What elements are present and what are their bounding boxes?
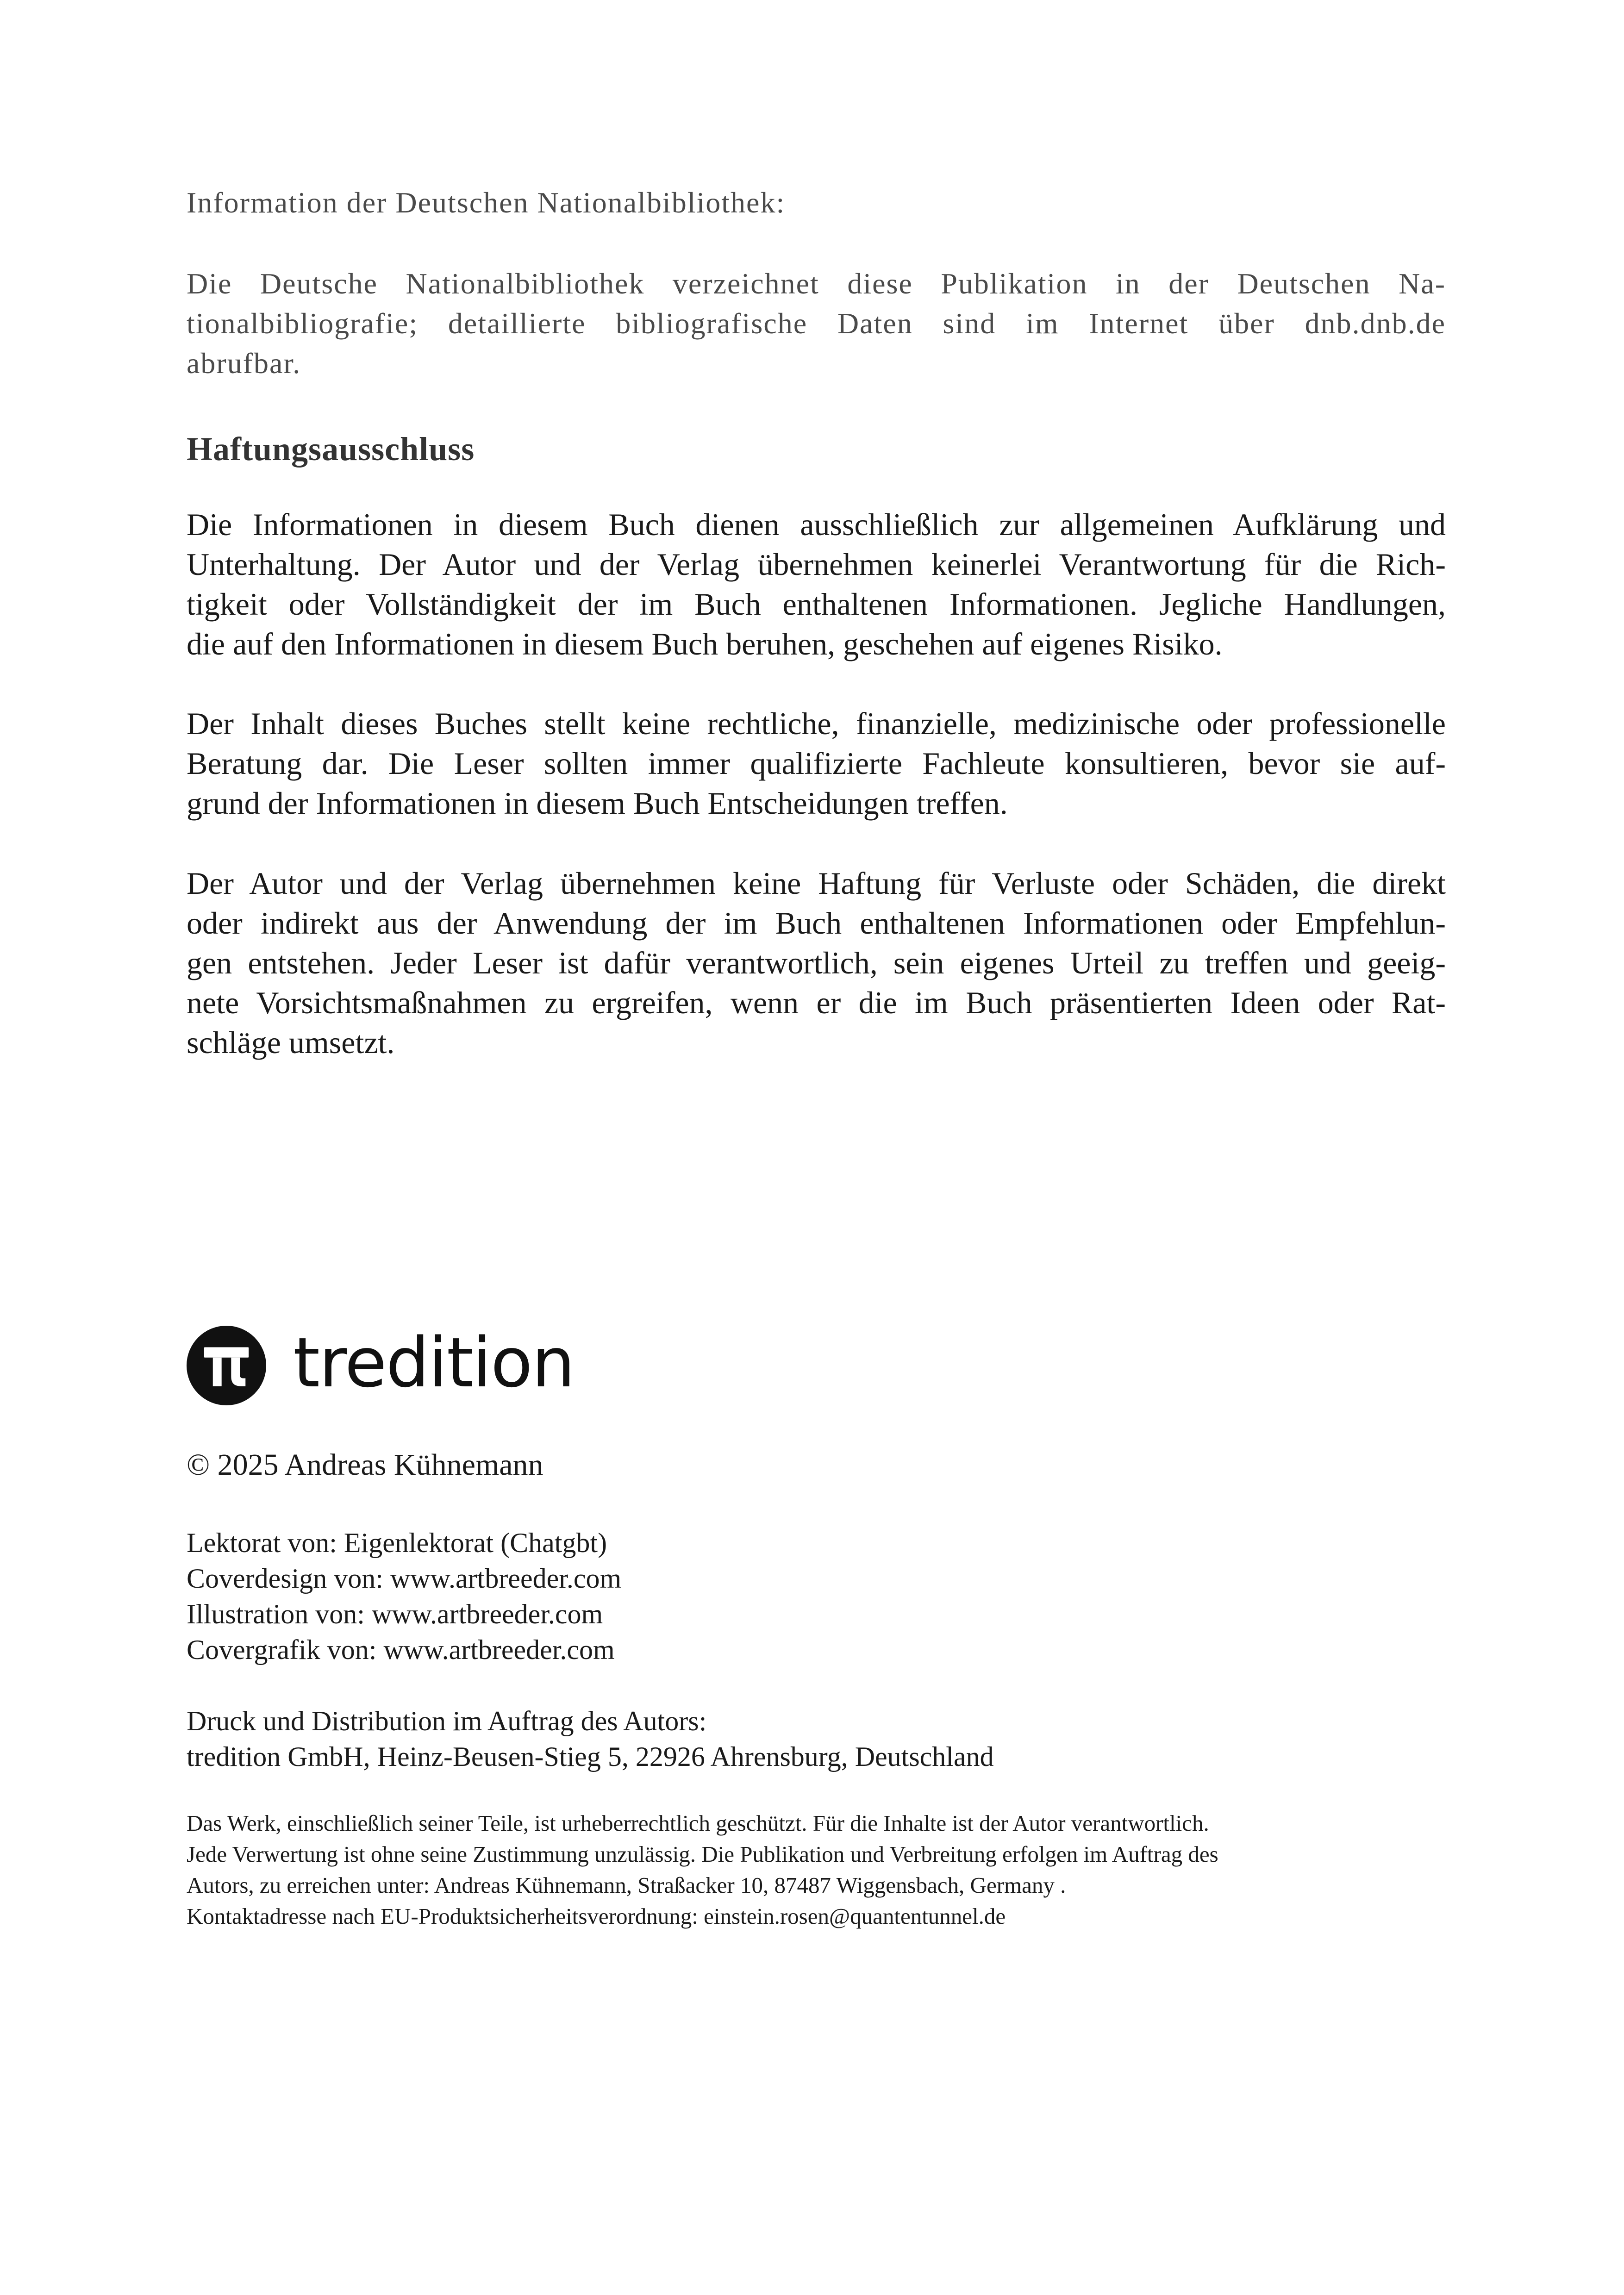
disclaimer-paragraph-2 xyxy=(187,704,1446,823)
legal-line: Autors, zu erreichen unter: Andreas Kühnemann, Straßacker 10, 87487 Wiggensbach, Germany . xyxy=(187,1872,1066,1898)
credit-line: Coverdesign von: www.artbreeder.com xyxy=(187,1563,622,1594)
paragraph-line: oder indirekt aus der Anwendung der im Buch enthaltenen Informationen oder Empfehlun- xyxy=(187,905,1446,941)
dnb-line: tionalbibliografie; detaillierte bibliografische Daten sind im Internet über dnb.dnb.de xyxy=(187,307,1446,340)
credits-list xyxy=(187,1525,1446,1668)
dnb-notice xyxy=(187,264,1446,383)
legal-notice xyxy=(187,1808,1446,1932)
paragraph-line: schläge umsetzt. xyxy=(187,1025,395,1060)
publisher-name: tredition xyxy=(293,1323,575,1403)
paragraph-line: gen entstehen. Jeder Leser ist dafür verantwortlich, sein eigenes Urteil zu treffen und geeig- xyxy=(187,945,1446,980)
paragraph-line: Der Autor und der Verlag übernehmen keine Haftung für Verluste oder Schäden, die direkt xyxy=(187,866,1446,901)
dnb-line: Die Deutsche Nationalbibliothek verzeichnet diese Publikation in der Deutschen Na- xyxy=(187,267,1446,300)
dnb-heading xyxy=(187,183,1446,223)
copyright-text: © 2025 Andreas Kühnemann xyxy=(187,1448,543,1482)
credit-line: Illustration von: www.artbreeder.com xyxy=(187,1599,603,1629)
dnb-line: abrufbar. xyxy=(187,347,301,380)
distribution-line: Druck und Distribution im Auftrag des Autors: xyxy=(187,1706,707,1736)
paragraph-line: grund der Informationen in diesem Buch Entscheidungen treffen. xyxy=(187,786,1008,821)
disclaimer-paragraph-3 xyxy=(187,863,1446,1062)
legal-line: Das Werk, einschließlich seiner Teile, ist urheberrechtlich geschützt. Für die Inhalte ist der Autor verantwortlich. xyxy=(187,1810,1209,1836)
paragraph-line: die auf den Informationen in diesem Buch beruhen, geschehen auf eigenes Risiko. xyxy=(187,626,1223,661)
disclaimer-paragraph-1 xyxy=(187,505,1446,664)
distribution-line: tredition GmbH, Heinz-Beusen-Stieg 5, 22926 Ahrensburg, Deutschland xyxy=(187,1741,994,1772)
disclaimer-heading: Haftungsausschluss xyxy=(187,430,475,468)
copyright-notice xyxy=(187,1447,1446,1484)
publisher-logo xyxy=(187,1324,574,1407)
distribution-info xyxy=(187,1703,1446,1775)
paragraph-line: nete Vorsichtsmaßnahmen zu ergreifen, wenn er die im Buch präsentierten Ideen oder Rat- xyxy=(187,985,1446,1020)
tredition-logo-icon xyxy=(187,1326,266,1405)
paragraph-line: Der Inhalt dieses Buches stellt keine rechtliche, finanzielle, medizinische oder professionelle xyxy=(187,706,1446,741)
legal-line: Kontaktadresse nach EU-Produktsicherheitsverordnung: einstein.rosen@quantentunnel.de xyxy=(187,1903,1006,1929)
paragraph-line: Unterhaltung. Der Autor und der Verlag übernehmen keinerlei Verantwortung für die Rich- xyxy=(187,547,1446,582)
paragraph-line: Die Informationen in diesem Buch dienen ausschließlich zur allgemeinen Aufklärung und xyxy=(187,507,1446,542)
credit-line: Covergrafik von: www.artbreeder.com xyxy=(187,1634,615,1665)
dnb-heading-text: Information der Deutschen Nationalbibliothek: xyxy=(187,186,786,219)
paragraph-line: Beratung dar. Die Leser sollten immer qualifizierte Fachleute konsultieren, bevor sie auf- xyxy=(187,746,1446,781)
legal-line: Jede Verwertung ist ohne seine Zustimmung unzulässig. Die Publikation und Verbreitung erfolgen im Auftrag des xyxy=(187,1841,1218,1867)
credit-line: Lektorat von: Eigenlektorat (Chatgbt) xyxy=(187,1528,607,1558)
paragraph-line: tigkeit oder Vollständigkeit der im Buch enthaltenen Informationen. Jegliche Handlungen, xyxy=(187,586,1446,622)
